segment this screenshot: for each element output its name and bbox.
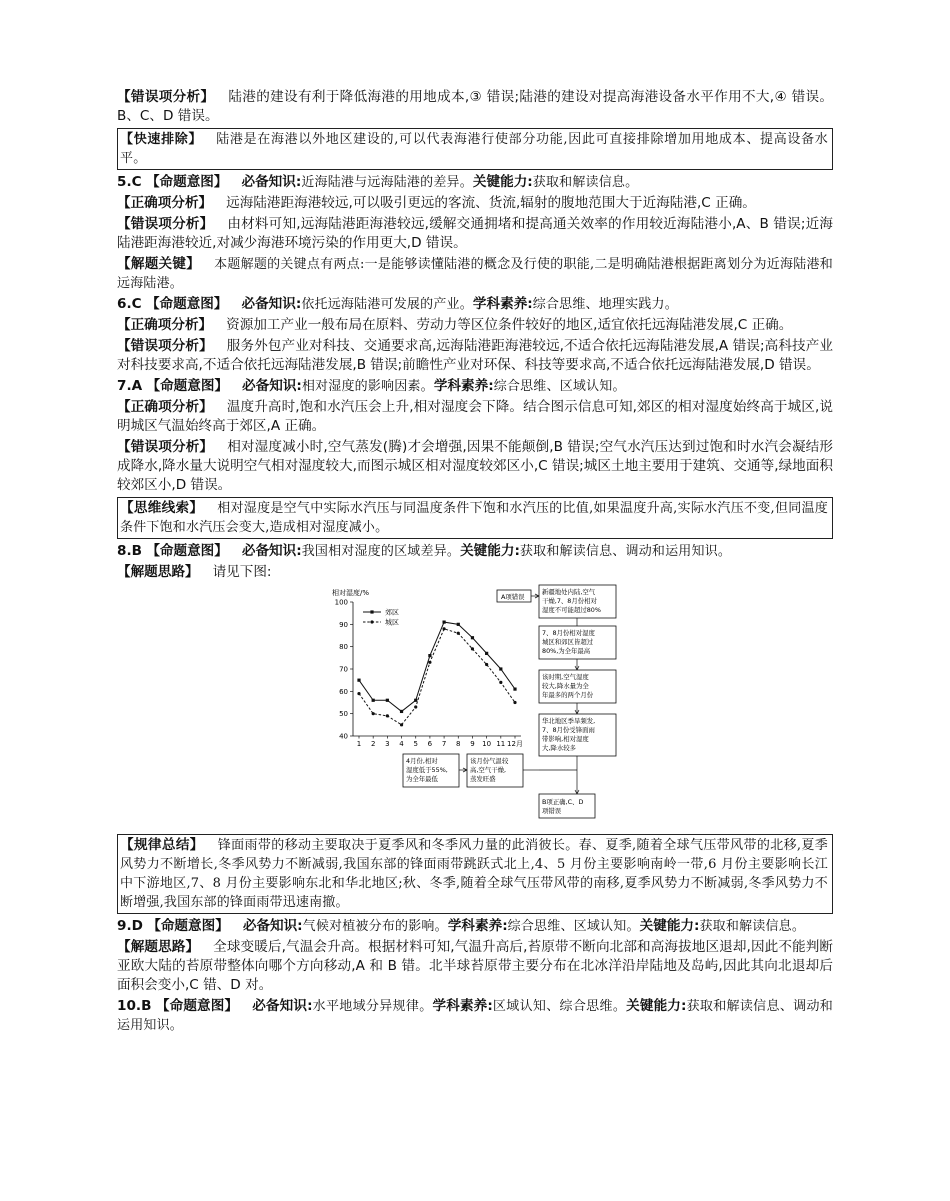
paragraph-text: 相对湿度减小时,空气蒸发(腾)才会增强,因果不能颠倒,B 错误;空气水汽压达到过饱和时水汽会凝结形成降水,降水量大说明空气相对湿度较大,而图示城区相对湿度较郊区小,C 错误;城区土地主要用于建筑、交通等,绿地面积较郊区小,D 错误。 [117, 439, 834, 493]
paragraph [117, 398, 833, 436]
x-tick-label: 3 [385, 740, 390, 748]
paragraph [117, 563, 833, 582]
question-number: 5.C [117, 174, 142, 190]
key-value: 近海陆港与远海陆港的差异。 [301, 175, 473, 190]
key-value: 水平地域分异规律。 [312, 999, 433, 1014]
key-label: 必备知识: [241, 174, 302, 190]
x-tick-label: 1 [356, 740, 362, 748]
y-tick-label: 70 [339, 665, 348, 674]
legend-marker [370, 620, 373, 623]
section-tag: 【解题关键】 [117, 256, 201, 272]
paragraph-text: 温度升高时,饱和水汽压会上升,相对湿度会下降。结合图示信息可知,郊区的相对湿度始终高于城区,说明城区气温始终高于郊区,A 正确。 [117, 399, 834, 434]
flow-diagram [403, 585, 616, 818]
legend-marker [370, 610, 373, 613]
key-label: 学科素养: [447, 918, 508, 934]
data-point [372, 712, 375, 715]
humidity-figure [117, 584, 833, 830]
data-point [357, 692, 360, 695]
data-point [442, 621, 445, 624]
data-point [414, 699, 417, 702]
section-tag: 【正确项分析】 [117, 399, 213, 415]
data-point [513, 688, 516, 691]
x-tick-label: 7 [441, 740, 447, 748]
key-label: 必备知识: [242, 378, 302, 394]
key-label: 必备知识: [241, 543, 302, 559]
key-label: 关键能力: [472, 174, 533, 190]
key-label: 学科素养: [433, 378, 494, 394]
legend-label: 城区 [385, 618, 399, 627]
section-tag: 【错误项分析】 [117, 216, 214, 232]
section-tag: 【命题意图】 [145, 174, 228, 190]
paragraph-text: 本题解题的关键点有两点:一是能够读懂陆港的概念及行使的职能,二是明确陆港根据距离划分为近海陆港和远海陆港。 [117, 257, 833, 291]
data-point [499, 667, 502, 670]
paragraph-text: 相对湿度是空气中实际水汽压与同温度条件下饱和水汽压的比值,如果温度升高,实际水汽压不变,但同温度条件下饱和水汽压会变大,造成相对湿度减小。 [120, 501, 829, 535]
section-tag: 【思维线索】 [120, 500, 204, 516]
question-number: 6.C [117, 296, 142, 312]
y-tick-label: 40 [339, 732, 348, 741]
data-point [372, 699, 375, 702]
question-number: 8.B [117, 543, 142, 559]
series-line-2 [359, 629, 515, 725]
paragraph-text: 陆港是在海港以外地区建设的,可以代表海港行使部分功能,因此可直接排除增加用地成本、提高设备水平。 [120, 132, 829, 166]
y-tick-label: 50 [339, 710, 348, 719]
paragraph-text: 陆港的建设有利于降低海港的用地成本,③ 错误;陆港的建设对提高海港设备水平作用不大,④ 错误。B、C、D 错误。 [117, 89, 834, 124]
key-value: 获取和解读信息、调动和运用知识。 [519, 544, 732, 559]
series-line-1 [359, 622, 515, 711]
legend-label: 郊区 [385, 608, 399, 617]
x-tick-label: 2 [370, 740, 376, 748]
question-header [117, 173, 833, 192]
section-tag: 【错误项分析】 [117, 439, 214, 455]
data-point [414, 705, 417, 708]
paragraph-text: 远海陆港距海港较远,可以吸引更远的客流、货流,辐射的腹地范围大于近海陆港,C 正确。 [226, 195, 756, 211]
key-label: 学科素养: [472, 296, 533, 312]
x-tick-label: 5 [413, 740, 418, 748]
question-number: 7.A [117, 378, 143, 394]
flow-node-5: 4月份,相对湿度低于55%,为全年最低 [406, 757, 448, 783]
flow-node-1: 新疆地处内陆,空气干燥,7、8月份相对湿度不可能超过80% [542, 588, 601, 614]
section-tag: 【错误项分析】 [117, 338, 213, 354]
key-label: 关键能力: [626, 998, 687, 1014]
section-tag: 【正确项分析】 [117, 317, 213, 333]
x-tick-label: 9 [470, 740, 475, 748]
data-point [485, 663, 488, 666]
y-tick-label: 100 [334, 598, 348, 607]
data-point [428, 654, 431, 657]
paragraph [117, 88, 833, 126]
paragraph [117, 194, 833, 213]
question-header [117, 295, 833, 314]
data-point [386, 699, 389, 702]
x-tick-label: 4 [399, 740, 404, 748]
data-point [457, 623, 460, 626]
x-tick-label: 10 [482, 740, 492, 748]
key-label: 必备知识: [252, 998, 313, 1014]
paragraph-text: 由材料可知,远海陆港距海港较远,缓解交通拥堵和提高通关效率的作用较近海陆港小,A、B 错误;近海陆港距海港较近,对减少海港环境污染的作用更大,D 错误。 [117, 216, 833, 251]
paragraph [117, 337, 833, 375]
paragraph [117, 255, 833, 293]
section-tag: 【命题意图】 [146, 543, 228, 559]
x-tick-label: 6 [427, 740, 433, 748]
question-number: 9.D [117, 918, 143, 934]
key-value: 综合思维、区域认知。 [493, 379, 626, 394]
data-point [499, 681, 502, 684]
key-label: 必备知识: [242, 918, 303, 934]
data-point [471, 647, 474, 650]
key-label: 学科素养: [432, 998, 493, 1014]
data-point [485, 652, 488, 655]
x-tick-label: 8 [456, 740, 461, 748]
data-point [428, 661, 431, 664]
tip-box [117, 834, 833, 914]
x-tick-label: 11 [496, 740, 506, 748]
section-tag: 【解题思路】 [117, 939, 200, 955]
answer-page [117, 88, 833, 1037]
key-value: 获取和解读信息。 [532, 175, 639, 190]
data-point [400, 710, 403, 713]
section-tag: 【命题意图】 [146, 378, 229, 394]
humidity-chart [329, 584, 639, 830]
key-value: 气候对植被分布的影响。 [302, 919, 448, 934]
paragraph-text: 锋面雨带的移动主要取决于夏季风和冬季风力量的此消彼长。春、夏季,随着全球气压带风带的北移,夏季风势力不断增长,冬季风势力不断减弱,我国东部的锋面雨带跳跃式北上,4、5 月份主要影响南岭一带,6 月份主要影响长江中下游地区,7、8 月份主要影响东北和华北地区;秋、冬季,随着全球气压带风带的南移,夏季风势力不断减弱,冬季风势力不断增强,我国东部的锋面雨带迅速南撤。 [120, 838, 828, 910]
key-label: 必备知识: [241, 296, 302, 312]
data-point [457, 632, 460, 635]
y-tick-label: 80 [339, 643, 348, 652]
paragraph-text: 请见下图: [212, 564, 272, 580]
section-tag: 【命题意图】 [145, 296, 228, 312]
question-header [117, 997, 833, 1035]
tip-box [117, 128, 833, 170]
paragraph [117, 215, 833, 253]
key-label: 关键能力: [460, 543, 520, 559]
paragraph-text: 全球变暖后,气温会升高。根据材料可知,气温升高后,苔原带不断向北部和高海拔地区退却,因此不能判断亚欧大陆的苔原带整体向哪个方向移动,A 和 B 错。北半球苔原带主要分布在北冰洋沿岸陆地及岛屿,因此其向北退却后面积会变小,C 错、D 对。 [117, 939, 834, 993]
flow-node-2: 7、8月份相对湿度城区和郊区皆超过 80%,为全年最高 [542, 629, 595, 655]
data-point [471, 636, 474, 639]
section-tag: 【命题意图】 [147, 918, 229, 934]
flow-node-6: 该月份气温较高,空气干燥,蒸发旺盛 [470, 757, 509, 783]
data-point [442, 627, 445, 630]
paragraph [117, 438, 833, 495]
key-value: 区域认知、综合思维。 [492, 999, 627, 1014]
section-tag: 【快速排除】 [120, 132, 203, 147]
flow-node-7: B项正确,C、D 项错误 [542, 798, 584, 815]
flow-node-4: 华北地区季旱频发, 7、8月份受锋面雨带影响,相对湿度大,降水较多 [542, 717, 596, 752]
question-number: 10.B [117, 998, 152, 1014]
question-header [117, 917, 833, 936]
section-tag: 【错误项分析】 [117, 89, 215, 105]
key-value: 依托远海陆港可发展的产业。 [301, 297, 473, 312]
key-value: 综合思维、地理实践力。 [532, 297, 678, 312]
question-header [117, 542, 833, 561]
section-tag: 【正确项分析】 [117, 195, 213, 211]
data-point [357, 679, 360, 682]
y-tick-label: 60 [339, 687, 348, 696]
x-tick-label: 12月 [507, 740, 523, 748]
question-header [117, 377, 833, 396]
section-tag: 【规律总结】 [120, 837, 204, 853]
section-tag: 【命题意图】 [155, 998, 239, 1014]
key-value: 综合思维、区域认知。 [507, 919, 640, 934]
data-point [400, 723, 403, 726]
tip-box [117, 497, 833, 539]
data-point [386, 714, 389, 717]
paragraph [117, 316, 833, 335]
key-label: 关键能力: [639, 918, 700, 934]
key-value: 获取和解读信息。 [699, 919, 806, 934]
flow-a-wrong: A项错误 [501, 593, 525, 601]
paragraph-text: 服务外包产业对科技、交通要求高,远海陆港距海港较远,不适合依托远海陆港发展,A 错误;高科技产业对科技要求高,不适合依托远海陆港发展,B 错误;前瞻性产业对环保、科技等要求高,不适合依托远海陆港发展,D 错误。 [117, 338, 833, 373]
data-point [513, 701, 516, 704]
paragraph [117, 938, 833, 995]
section-tag: 【解题思路】 [117, 564, 199, 580]
y-axis-label: 相对湿度/% [332, 589, 370, 597]
key-value: 我国相对湿度的区域差异。 [301, 544, 461, 559]
key-value: 获取和解读信息、调动和运用知识。 [117, 999, 833, 1033]
y-tick-label: 90 [339, 620, 348, 629]
flow-node-3: 该时期,空气湿度较大,降水量为全年最多的两个月份 [542, 673, 594, 699]
key-value: 相对湿度的影响因素。 [301, 379, 434, 394]
paragraph-text: 资源加工产业一般布局在原料、劳动力等区位条件较好的地区,适宜依托远海陆港发展,C 正确。 [226, 317, 793, 333]
